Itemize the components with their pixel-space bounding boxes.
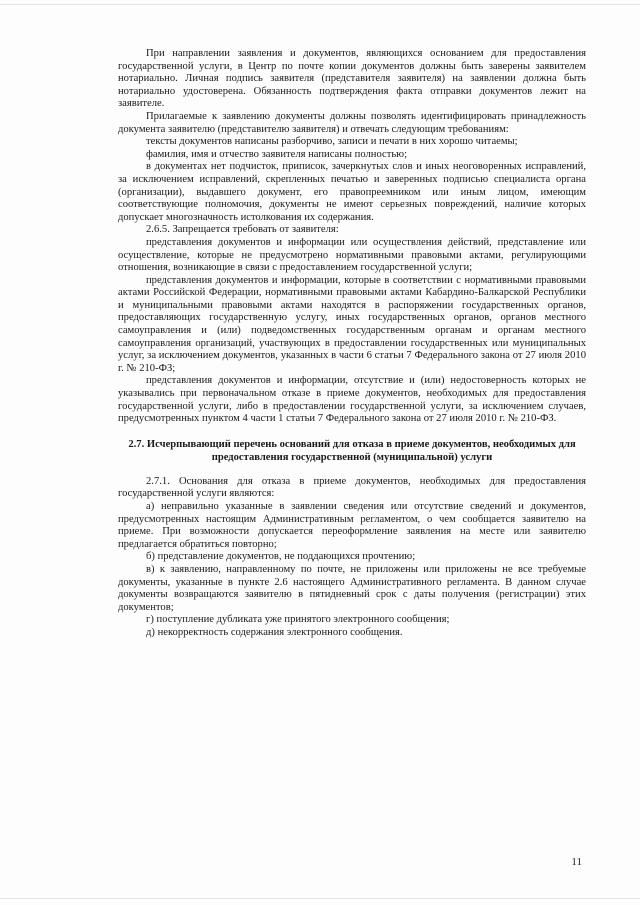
paragraph-prohibited-3: представления документов и информации, отсутствие и (или) недостоверность которых не указывались при первоначальном отказе в приеме документов, необходимых для предоставления государственной услуги, либо в предоставлении государственной услуги, за исключением случаев, предусмотренных пунктом 4 части 1 статьи 7 Федерального закона от 27 июля 2010 г. № 210-ФЗ. [118, 375, 586, 425]
paragraph-reason-g: г) поступление дубликата уже принятого электронного сообщения; [146, 614, 450, 626]
paragraph-prohibited-1: представления документов и информации или осуществления действий, представление или осуществление, которые не предусмотрено нормативными правовыми актами, регулирующими отношения, возникающие в связи с предоставлением государственной услуги; [118, 236, 586, 274]
paragraph-reason-v: в) к заявлению, направленному по почте, не приложены или приложены не все требуемые документы, указанные в пункте 2.6 настоящего Административного регламента. В данном случае документы возвращаются заявителю в пятидневный срок с даты получения (регистрации) этих документов; [118, 563, 586, 613]
section-heading-2-7: 2.7. Исчерпывающий перечень оснований для отказа в приеме документов, необходимых для предоставления государственной (муниципальной) услуги [128, 438, 576, 463]
paragraph-reason-d: д) некорректность содержания электронного сообщения. [146, 626, 403, 638]
scan-edge-bottom [0, 898, 640, 899]
paragraph-2-7-1: 2.7.1. Основания для отказа в приеме документов, необходимых для предоставления государственной услуги являются: [118, 475, 586, 500]
paragraph-2-6-5: 2.6.5. Запрещается требовать от заявителя: [146, 224, 339, 236]
paragraph-requirement-no-corrections: в документах нет подчисток, приписок, зачеркнутых слов и иных неоговоренных исправлений, за исключением исправлений, скрепленных печатью и заверенных подписью специалиста органа (организации), выдавшего документ, его правопреемником или иным лицом, имеющим соответствующие полномочия, документы не имеют серьезных повреждений, наличие которых допускает многозначность истолкования их содержания. [118, 161, 586, 223]
scan-edge-top [0, 4, 640, 5]
paragraph-reason-b: б) представление документов, не поддающихся прочтению; [146, 551, 416, 563]
document-body [118, 48, 586, 640]
paragraph-mail-submission: При направлении заявления и документов, являющихся основанием для предоставления государственной услуги, в Центр по почте копии документов должны быть заверены заявителем нотариально. Личная подпись заявителя (представителя заявителя) на заявлении должна быть нотариально удостоверена. Обязанность подтверждения факта отправки документов лежит на заявителе. [118, 48, 586, 110]
paragraph-requirement-legible: тексты документов написаны разборчиво, записи и печати в них хорошо читаемы; [146, 136, 518, 148]
paragraph-prohibited-2: представления документов и информации, которые в соответствии с нормативными правовыми актами Российской Федерации, нормативными правовыми актами Кабардино-Балкарской Республики и муниципальными правовыми актами находятся в распоряжении государственных органов, предоставляющих государственную услугу, иных государственных органов, органов местного самоуправления и (или) подведомственных государственным органам и органам местного самоуправления организаций, участвующих в предоставлении государственных или муниципальных услуг, за исключением документов, указанных в части 6 статьи 7 Федерального закона от 27 июля 2010 г. № 210-ФЗ; [118, 274, 586, 374]
paragraph-reason-a: а) неправильно указанные в заявлении сведения или отсутствие сведений и документов, предусмотренных настоящим Административным регламентом, о чем сообщается заявителю на приеме. При возможности допускается переоформление заявления на месте или заявителю предлагается обратиться повторно; [118, 501, 586, 550]
paragraph-document-requirements: Прилагаемые к заявлению документы должны позволять идентифицировать принадлежность документа заявителю (представителю заявителя) и отвечать следующим требованиям: [118, 110, 586, 135]
page-number: 11 [571, 856, 582, 868]
paragraph-requirement-full-name: фамилия, имя и отчество заявителя написаны полностью; [146, 148, 408, 160]
